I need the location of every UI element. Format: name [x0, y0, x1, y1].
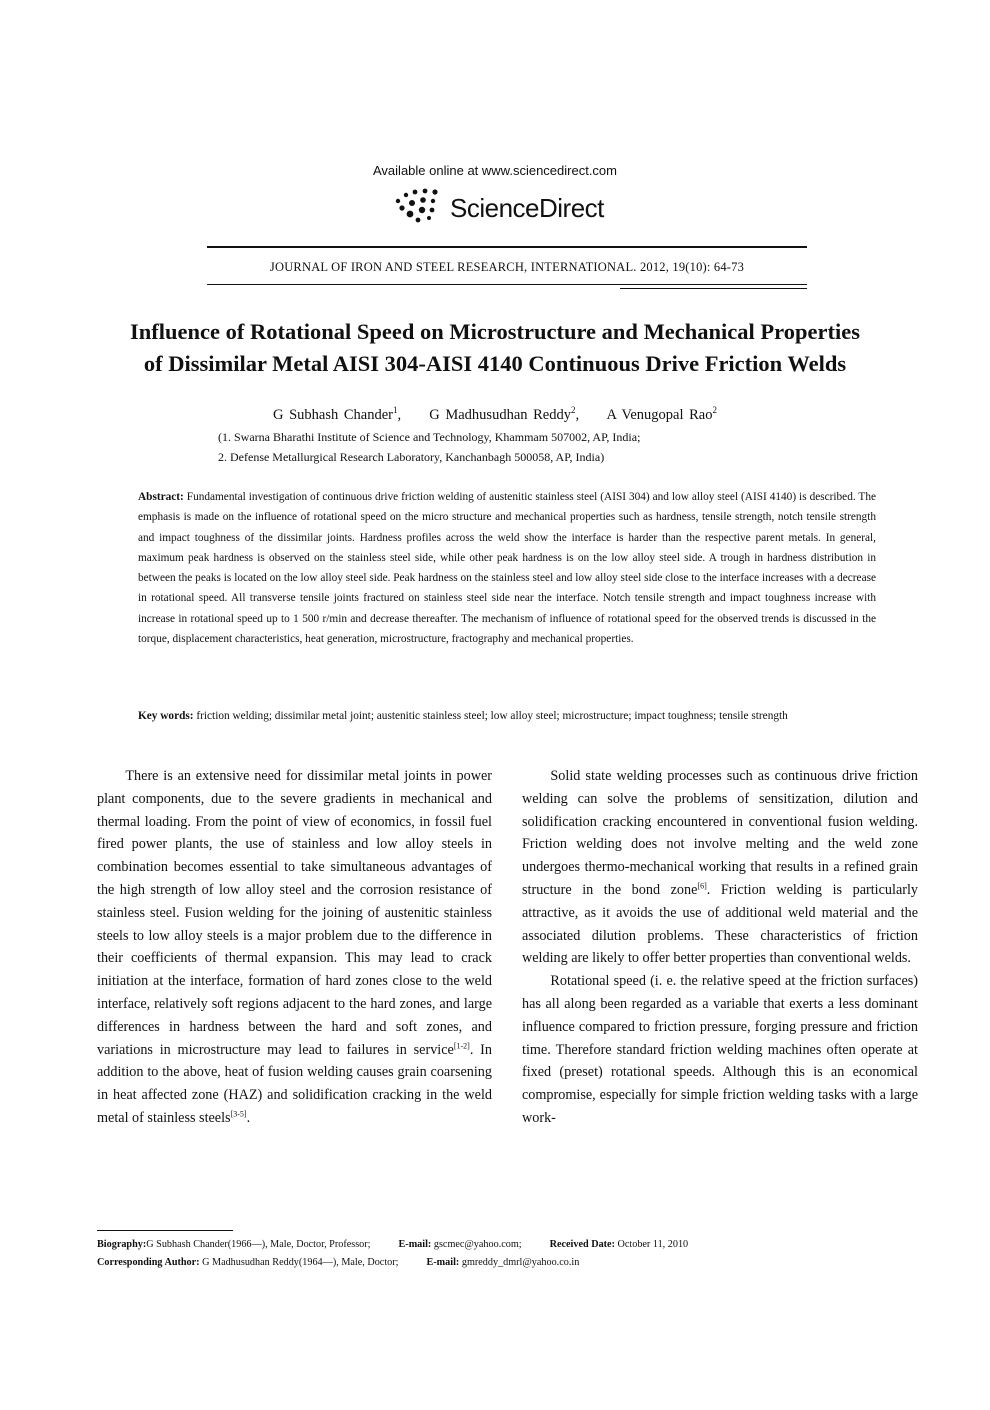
- author-name: A Venugopal Rao: [606, 406, 713, 423]
- body-column-right: [522, 765, 918, 1130]
- abstract-text: Fundamental investigation of continuous drive friction welding of austenitic stainless steel (AISI 304) and low alloy steel (AISI 4140) is described. The emphasis is made on the influence of rotational speed on the micro structure and mechanical properties such as hardness, tensile strength, notch tensile strength and impact toughness of the dissimilar joints. Hardness profiles across the weld show the interface is harder than the respective parent metals. In general, maximum peak hardness is observed on the stainless steel side, while other peak hardness is on the low alloy steel side. A trough in hardness distribution in between the peaks is located on the low alloy steel side. Peak hardness on the stainless steel and low alloy steel side close to the interface increases with a decrease in rotational speed. All transverse tensile joints fractured on stainless steel side near the interface. Notch tensile strength and impact toughness increase with increase in rotational speed up to 1 500 r/min and decrease thereafter. The mechanism of influence of rotational speed for the observed trends is discussed in the torque, displacement characteristics, heat generation, microstructure, fractography and mechanical properties.: [138, 491, 876, 646]
- abstract-label: Abstract:: [138, 491, 184, 503]
- author-name: G Subhash Chander: [273, 406, 393, 423]
- author-affiliation-mark: 2: [712, 405, 717, 415]
- body-text: There is an extensive need for dissimilar metal joints in power plant components, due to the severe gradients in mechanical and thermal loading. From the point of view of economics, in fossil fuel fired power plants, the use of stainless and low alloy steels in combination becomes essential to take simultaneous advantages of the high strength of low alloy steel and the corrosion resistance of stainless steel. Fusion welding for the joining of austenitic stainless steels to low alloy steels is a major problem due to the difference in their coefficients of thermal expansion. This may lead to crack initiation at the interface, formation of hard zones close to the weld interface, relatively soft regions adjacent to the hard zones, and large differences in hardness between the hard and soft zones, and variations in microstructure may lead to failures in service: [97, 768, 492, 1058]
- title-line-1: Influence of Rotational Speed on Microstructure and Mechanical Properties: [130, 319, 860, 344]
- body-column-left: [97, 765, 492, 1130]
- body-text: .: [246, 1109, 251, 1126]
- keywords-text: friction welding; dissimilar metal joint; austenitic stainless steel; low alloy steel; microstructure; impact toughness; tensile strength: [196, 710, 788, 722]
- abstract: [138, 487, 876, 649]
- author-name: G Madhusudhan Reddy: [429, 406, 571, 423]
- biography-label: Biography:: [97, 1239, 147, 1250]
- body-paragraph: Rotational speed (i. e. the relative speed at the friction surfaces) has all along been regarded as a variable that exerts a less dominant influence compared to friction pressure, forging pressure and friction time. Therefore standard friction welding machines often operate at fixed (preset) rotational speeds. Although this is an economical compromise, especially for simple friction welding tasks with a large work-: [522, 973, 918, 1126]
- corresponding-author-email[interactable]: gmreddy_dmrl@yahoo.co.in: [461, 1257, 580, 1268]
- received-date: October 11, 2010: [617, 1239, 689, 1250]
- available-online-notice: Available online at www.sciencedirect.com: [373, 163, 617, 178]
- footnote-corresponding-author: [97, 1254, 897, 1272]
- title-line-2: of Dissimilar Metal AISI 304-AISI 4140 Continuous Drive Friction Welds: [143, 351, 847, 376]
- header-rule-bottom: [207, 284, 807, 285]
- article-title: [60, 316, 930, 380]
- body-paragraph: [522, 765, 918, 970]
- affiliation-1: (1. Swarna Bharathi Institute of Science and Technology, Khammam 507002, AP, India;: [218, 430, 641, 444]
- citation-ref[interactable]: [6]: [697, 881, 707, 891]
- sciencedirect-logo-icon: [388, 185, 448, 229]
- body-text: . In addition to the above, heat of fusion welding causes grain coarsening in heat affected zone (HAZ) and solidification cracking in the weld metal of stainless steels: [97, 1041, 492, 1126]
- body-text: Solid state welding processes such as continuous drive friction welding can solve the problems of sensitization, dilution and solidification cracking encountered in conventional fusion welding. Friction welding does not involve melting and the weld zone undergoes thermo-mechanical working that results in a refined grain structure in the bond zone: [522, 768, 918, 898]
- citation-ref[interactable]: [3-5]: [230, 1109, 247, 1119]
- author-affiliation-mark: 1: [393, 405, 398, 415]
- corresponding-author-label: Corresponding Author:: [97, 1257, 200, 1268]
- body-paragraph: [97, 765, 492, 1130]
- author-list: G Subhash Chander$^1$, G Madhusudhan Reddy$^2$, A Venugopal Rao$^2$: [273, 405, 717, 423]
- affiliation-2: 2. Defense Metallurgical Research Laboratory, Kanchanbagh 500058, AP, India): [218, 450, 605, 464]
- sciencedirect-wordmark: ScienceDirect: [450, 193, 604, 223]
- received-date-label: Received Date:: [549, 1239, 615, 1250]
- footnote-biography: [97, 1236, 897, 1254]
- citation-ref[interactable]: [1-2]: [453, 1040, 470, 1050]
- author-email[interactable]: gscmec@yahoo.com;: [433, 1239, 522, 1250]
- email-label: E-mail:: [426, 1257, 460, 1268]
- email-label: E-mail:: [398, 1239, 432, 1250]
- footnotes: [97, 1236, 897, 1272]
- header-rule-top: [207, 246, 807, 248]
- biography-text: G Subhash Chander(1966—), Male, Doctor, Professor;: [146, 1239, 371, 1250]
- author-affiliation-mark: 2: [571, 405, 576, 415]
- header-rule-bottom-short: [620, 288, 807, 289]
- keywords: [138, 706, 876, 726]
- journal-citation: JOURNAL OF IRON AND STEEL RESEARCH, INTERNATIONAL. 2012, 19(10): 64-73: [269, 260, 745, 274]
- sciencedirect-logo: [388, 185, 628, 229]
- corresponding-author-text: G Madhusudhan Reddy(1964—), Male, Doctor;: [202, 1257, 399, 1268]
- footnote-rule: [97, 1230, 233, 1231]
- body-text: . Friction welding is particularly attractive, as it avoids the use of additional weld material and the associated dilution problems. These characteristics of friction welding are likely to offer better properties than conventional welds.: [522, 881, 918, 967]
- keywords-label: Key words:: [138, 710, 194, 722]
